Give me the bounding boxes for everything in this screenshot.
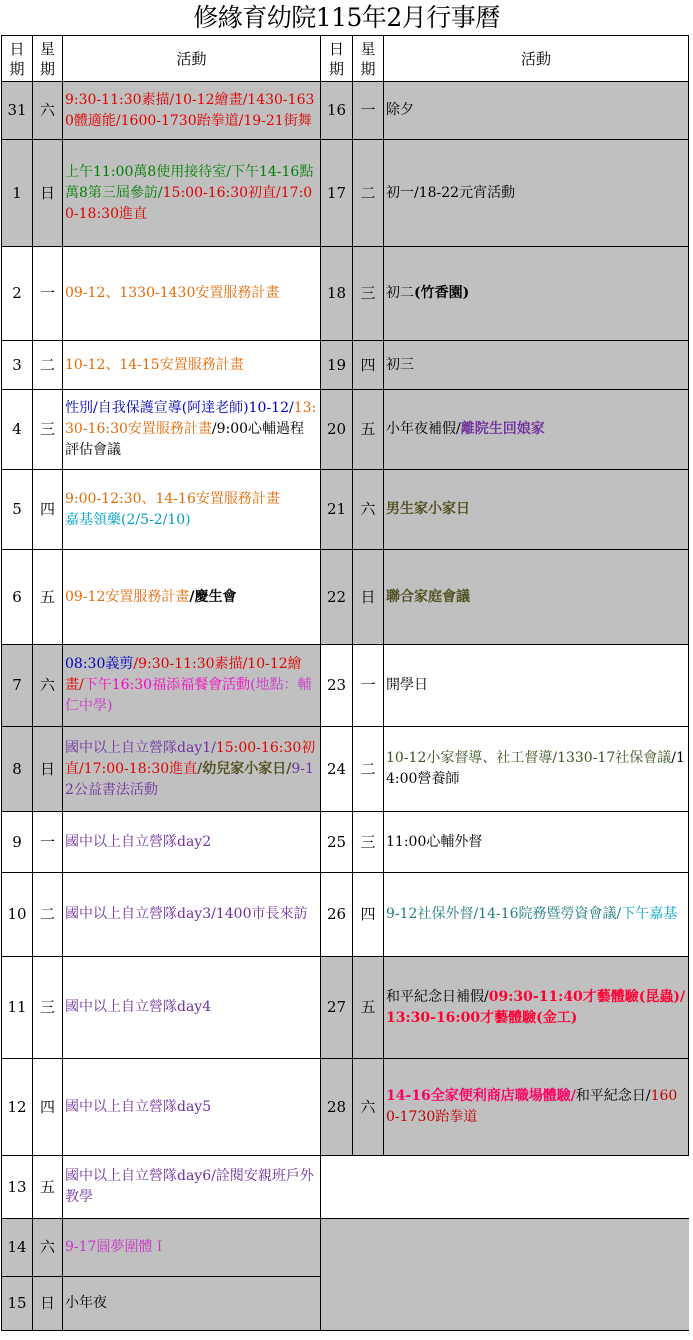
left-activity-cell [63, 727, 321, 812]
activity-text: 9-17圓夢圍體Ｉ [65, 1239, 167, 1255]
header-label: 活動 [520, 49, 551, 68]
left-date-cell: 13 [2, 1156, 33, 1219]
right-date-cell: 21 [321, 470, 353, 550]
right-date-cell: 16 [321, 82, 353, 140]
calendar-row [2, 550, 689, 645]
activity-text: 9:30-11:30素描/10-12繪畫/1430-1630體適能/1600-1730跆拳道/19-21街舞 [65, 91, 315, 129]
activity-text: 09:30-11:40才藝體驗(昆蟲)/13:30-16:00才藝體驗(金工) [386, 988, 686, 1026]
left-activity-cell [63, 812, 321, 873]
right-weekday-cell: 三 [353, 247, 384, 341]
activity-text: 國中以上自立營隊day3/ [65, 906, 216, 922]
right-activity-cell [384, 645, 689, 727]
header-label: 星 [39, 39, 55, 58]
calendar-row [2, 341, 689, 390]
activity-text: 聯合家庭會議 [386, 588, 470, 605]
activity-text: /9:30-11:30素描/10-12繪畫/ [65, 656, 302, 693]
header-date [321, 36, 353, 82]
right-date-cell: 18 [321, 247, 353, 341]
right-weekday-cell: 六 [353, 470, 384, 550]
left-activity-cell [63, 390, 321, 470]
activity-text: 14-16全家便利商店職場體驗/ [386, 1088, 576, 1104]
left-date-cell: 1 [2, 140, 33, 247]
calendar-row [2, 812, 689, 873]
activity-text: 國中以上自立營隊day6/詮閱安親班戶外教學 [65, 1168, 314, 1205]
activity-text: 1400市長來訪 [215, 906, 308, 922]
activity-text: /14:00營養師 [386, 750, 685, 787]
left-weekday-cell: 四 [33, 1059, 63, 1156]
right-weekday-cell: 五 [353, 390, 384, 470]
right-date-cell: 24 [321, 727, 353, 812]
activity-text: 初一/18-22元宵活動 [386, 184, 516, 201]
activity-text: 9-12社保外督/14-16院務暨勞資會議/ [386, 906, 622, 922]
header-activity [384, 36, 689, 82]
left-activity-cell [63, 341, 321, 390]
activity-text: 和平紀念日補假/ [386, 988, 489, 1005]
left-weekday-cell: 日 [33, 140, 63, 247]
activity-text: /慶生會 [189, 588, 237, 605]
activity-text: 上午11:00萬8使用接待室/下午14-16點萬8第三屆參訪/ [65, 163, 314, 201]
calendar-row [2, 957, 689, 1059]
left-date-cell: 5 [2, 470, 33, 550]
header-weekday [33, 36, 63, 82]
left-date-cell: 11 [2, 957, 33, 1059]
header-weekday [353, 36, 384, 82]
header-date [2, 36, 33, 82]
left-date-cell: 15 [2, 1277, 33, 1331]
activity-text: 10-12小家督導、社工督導/1330-17社保會議 [386, 750, 672, 766]
header-label: 活動 [176, 49, 207, 68]
calendar-row [2, 727, 689, 812]
left-date-cell: 9 [2, 812, 33, 873]
right-activity-cell [384, 550, 689, 645]
right-activity-cell [384, 247, 689, 341]
activity-text: 08:30義剪 [65, 656, 134, 672]
left-activity-cell [63, 247, 321, 341]
activity-text: 國中以上自立營隊day1/ [65, 739, 216, 756]
activity-text: 小年夜補假/ [386, 421, 461, 437]
left-weekday-cell: 六 [33, 82, 63, 140]
left-weekday-cell: 三 [33, 957, 63, 1059]
right-date-cell: 28 [321, 1059, 353, 1156]
left-date-cell: 10 [2, 873, 33, 957]
left-weekday-cell: 日 [33, 727, 63, 812]
right-weekday-cell: 六 [353, 1059, 384, 1156]
empty-cell-top [321, 1156, 689, 1219]
activity-text: 性別/自我保護宣導(阿達老師)10-12/ [65, 400, 294, 416]
activity-text: 09-12安置服務計畫 [65, 588, 190, 605]
activity-text: 國中以上自立營隊day2 [65, 833, 212, 850]
right-activity-cell [384, 727, 689, 812]
activity-text: 1600-1730跆拳道 [386, 1088, 678, 1125]
right-date-cell: 20 [321, 390, 353, 470]
left-date-cell: 3 [2, 341, 33, 390]
activity-text: 09-12、1330-1430安置服務計畫 [65, 285, 280, 301]
left-weekday-cell: 一 [33, 812, 63, 873]
right-date-cell: 27 [321, 957, 353, 1059]
left-weekday-cell: 五 [33, 550, 63, 645]
page-title: 修緣育幼院115年2月行事曆 [193, 3, 500, 32]
left-weekday-cell: 四 [33, 470, 63, 550]
right-weekday-cell: 四 [353, 873, 384, 957]
left-weekday-cell: 二 [33, 341, 63, 390]
calendar-row [2, 645, 689, 727]
header-label: 期 [9, 59, 25, 78]
left-activity-cell [63, 1059, 321, 1156]
calendar-row [2, 140, 689, 247]
right-weekday-cell: 二 [353, 140, 384, 247]
right-activity-cell [384, 873, 689, 957]
header-label: 期 [39, 59, 55, 78]
left-activity-cell [63, 873, 321, 957]
left-activity-cell [63, 82, 321, 140]
left-activity-cell [63, 470, 321, 550]
activity-text: 下午嘉基 [621, 906, 678, 922]
calendar-row [2, 470, 689, 550]
left-date-cell: 31 [2, 82, 33, 140]
right-activity-cell [384, 82, 689, 140]
left-date-cell: 6 [2, 550, 33, 645]
header-label: 日 [9, 39, 25, 58]
calendar-row [2, 1156, 689, 1219]
calendar-table [1, 35, 689, 1331]
activity-text: 除夕 [386, 102, 414, 118]
left-weekday-cell: 三 [33, 390, 63, 470]
left-weekday-cell: 日 [33, 1277, 63, 1331]
right-activity-cell [384, 341, 689, 390]
left-weekday-cell: 一 [33, 247, 63, 341]
activity-text: 初二 [386, 285, 414, 301]
activity-text: 15:00-16:30初直/17:00-18:30進直 [65, 739, 316, 777]
empty-cell [321, 1219, 689, 1331]
right-weekday-cell: 二 [353, 727, 384, 812]
right-activity-cell [384, 140, 689, 247]
activity-text: 15:00-16:30初直/17:00-18:30進直 [65, 184, 313, 222]
activity-text: 男生家小家日 [386, 501, 470, 517]
right-activity-cell [384, 390, 689, 470]
activity-text: /9:00心輔過程評估會議 [65, 421, 305, 458]
right-date-cell: 19 [321, 341, 353, 390]
calendar-row [2, 1059, 689, 1156]
right-weekday-cell: 日 [353, 550, 384, 645]
header-label: 期 [328, 59, 344, 78]
left-date-cell: 8 [2, 727, 33, 812]
left-activity-cell [63, 140, 321, 247]
right-date-cell: 17 [321, 140, 353, 247]
right-activity-cell [384, 470, 689, 550]
right-weekday-cell: 三 [353, 812, 384, 873]
activity-text: 初三 [386, 356, 414, 373]
calendar-row [2, 873, 689, 957]
calendar-row [2, 247, 689, 341]
activity-text: 下午16:30福添福餐會活動 [83, 677, 251, 693]
activity-text: 和平紀念日/ [575, 1088, 651, 1104]
activity-text: 嘉基領藥(2/5-2/10) [65, 511, 191, 528]
right-date-cell: 23 [321, 645, 353, 727]
right-weekday-cell: 一 [353, 645, 384, 727]
header-label: 期 [360, 59, 376, 78]
activity-text: /幼兒家小家日/ [197, 760, 292, 777]
activity-text: 13:30-16:30安置服務計畫 [65, 400, 317, 437]
right-weekday-cell: 五 [353, 957, 384, 1059]
left-date-cell: 12 [2, 1059, 33, 1156]
right-activity-cell [384, 1059, 689, 1156]
activity-text: 離院生回娘家 [460, 421, 545, 437]
left-weekday-cell: 六 [33, 645, 63, 727]
right-date-cell: 26 [321, 873, 353, 957]
activity-text: (竹香園) [414, 285, 470, 301]
left-date-cell: 14 [2, 1219, 33, 1277]
right-weekday-cell: 一 [353, 82, 384, 140]
left-weekday-cell: 二 [33, 873, 63, 957]
activity-text: 國中以上自立營隊day5 [65, 1098, 212, 1115]
left-date-cell: 4 [2, 390, 33, 470]
left-activity-cell [63, 645, 321, 727]
calendar-row [2, 390, 689, 470]
right-date-cell: 25 [321, 812, 353, 873]
left-weekday-cell: 五 [33, 1156, 63, 1219]
activity-text: 10-12、14-15安置服務計畫 [65, 356, 244, 373]
activity-text: 開學日 [386, 677, 428, 693]
left-date-cell: 7 [2, 645, 33, 727]
activity-text: 11:00心輔外督 [386, 833, 483, 850]
header-label: 日 [328, 39, 344, 58]
calendar-row [2, 82, 689, 140]
left-activity-cell [63, 1219, 321, 1277]
activity-text: 9:00-12:30、14-16安置服務計畫 [65, 490, 280, 507]
header-label: 星 [360, 39, 376, 58]
activity-text: (地點：輔仁中學) [65, 677, 312, 714]
calendar-row [2, 1219, 689, 1277]
header-activity [63, 36, 321, 82]
left-activity-cell [63, 1156, 321, 1219]
header-row [2, 36, 689, 82]
right-weekday-cell: 四 [353, 341, 384, 390]
left-weekday-cell: 六 [33, 1219, 63, 1277]
left-activity-cell [63, 1277, 321, 1331]
activity-text: 國中以上自立營隊day4 [65, 999, 212, 1015]
activity-text: 9-12公益書法活動 [65, 760, 314, 798]
left-activity-cell [63, 550, 321, 645]
right-activity-cell [384, 957, 689, 1059]
right-activity-cell [384, 812, 689, 873]
left-date-cell: 2 [2, 247, 33, 341]
activity-text: 小年夜 [65, 1295, 107, 1311]
right-date-cell: 22 [321, 550, 353, 645]
left-activity-cell [63, 957, 321, 1059]
